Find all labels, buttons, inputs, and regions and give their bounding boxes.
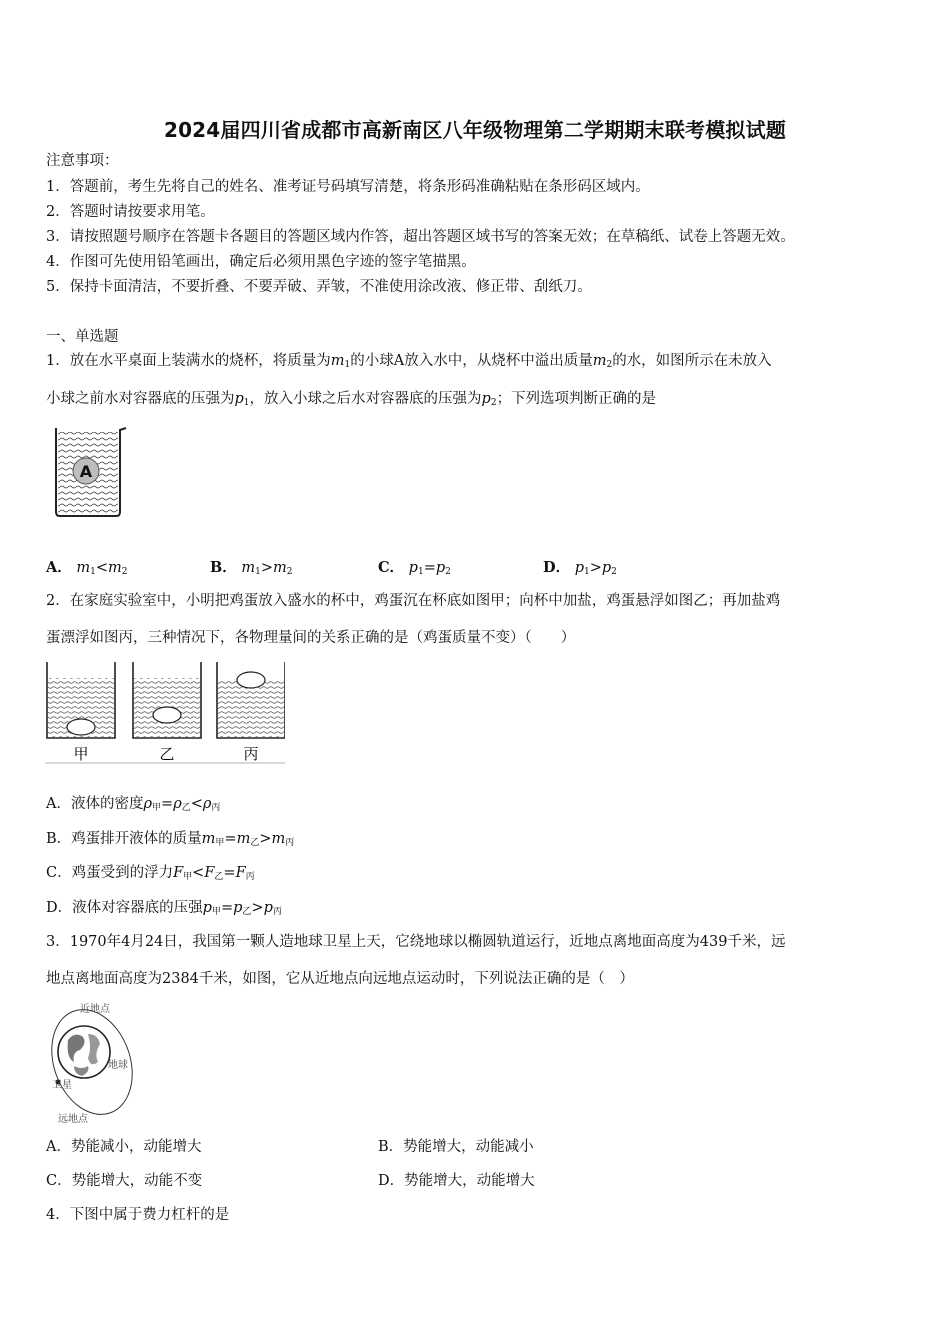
notice-item-3: 3．请按照题号顺序在答题卡各题目的答题区域内作答，超出答题区域书写的答案无效；在草稿纸、试卷上答题无效。 [46,229,795,245]
q1-option-c[interactable]: C． $p_1=p_2$ [378,559,451,577]
q2-option-c[interactable]: C．鸡蛋受到的浮力$F_甲<F_乙=F_丙$ [46,865,255,882]
notice-item-2: 2．答题时请按要求用笔。 [46,204,215,220]
q3-orbit-figure [44,1000,144,1124]
label-far: 远地点 [58,1114,88,1124]
q3-option-a[interactable]: A．势能减小，动能增大 [46,1139,202,1155]
label-satellite: 卫星 [52,1080,72,1091]
q3-option-c[interactable]: C．势能增大，动能不变 [46,1173,203,1189]
q2-cups-figure [45,660,285,768]
q1-option-b[interactable]: B． $m_1>m_2$ [210,559,293,577]
notice-item-4: 4．作图可先使用铅笔画出，确定后必须用黑色字迹的签字笔描黑。 [46,254,476,270]
egg-yi [153,707,181,723]
label-near: 近地点 [80,1004,110,1015]
notice-item-5: 5．保持卡面清洁，不要折叠、不要弄破、弄皱，不准使用涂改液、修正带、刮纸刀。 [46,279,592,295]
egg-jia [67,719,95,735]
ball-a-label: A [79,462,93,481]
q1-line-1: 1．放在水平桌面上装满水的烧杯，将质量为$m_1$的小球A放入水中，从烧杯中溢出质量$m_2$的水，如图所示在未放入 [46,353,772,370]
q1-beaker-figure [52,424,134,520]
cup-label-jia: 甲 [73,745,89,763]
q3-line-1: 3．1970年4月24日，我国第一颗人造地球卫星上天，它绕地球以椭圆轨道运行，近地点离地面高度为439千米，远 [46,934,786,950]
q2-option-b[interactable]: B．鸡蛋排开液体的质量$m_甲=m_乙>m_丙$ [46,831,295,848]
q4-line-1: 4．下图中属于费力杠杆的是 [46,1207,230,1223]
page-title: 2024届四川省成都市高新南区八年级物理第二学期期末联考模拟试题 [163,118,787,142]
q1-option-a[interactable]: A． $m_1<m_2$ [46,559,128,577]
q3-line-2: 地点离地面高度为2384千米，如图，它从近地点向远地点运动时，下列说法正确的是（ ） [46,971,634,987]
q1-option-d[interactable]: D． $p_1>p_2$ [543,559,617,577]
cup-label-yi: 乙 [159,745,175,763]
q2-line-2: 蛋漂浮如图丙，三种情况下，各物理量间的关系正确的是（鸡蛋质量不变）（ ） [46,630,576,646]
notice-item-1: 1．答题前，考生先将自己的姓名、准考证号码填写清楚，将条形码准确粘贴在条形码区域内。 [46,179,650,195]
notice-heading: 注意事项： [46,153,119,169]
cup-label-bing: 丙 [243,745,259,763]
q2-option-a[interactable]: A．液体的密度$\rho_甲=\rho_乙<\rho_丙$ [46,796,221,813]
egg-bing [237,672,265,688]
q3-option-d[interactable]: D．势能增大，动能增大 [378,1173,535,1189]
q2-line-1: 2．在家庭实验室中，小明把鸡蛋放入盛水的杯中，鸡蛋沉在杯底如图甲；向杯中加盐，鸡蛋悬浮如图乙；再加盐鸡 [46,593,781,609]
label-earth: 地球 [108,1060,128,1071]
q2-option-d[interactable]: D．液体对容器底的压强$p_甲=p_乙>p_丙$ [46,900,282,917]
q3-option-b[interactable]: B．势能增大，动能减小 [378,1139,534,1155]
q1-line-2: 小球之前水对容器底的压强为$p_1$，放入小球之后水对容器底的压强为$p_2$；下列选项判断正确的是 [46,391,657,408]
section-heading: 一、单选题 [46,329,119,345]
